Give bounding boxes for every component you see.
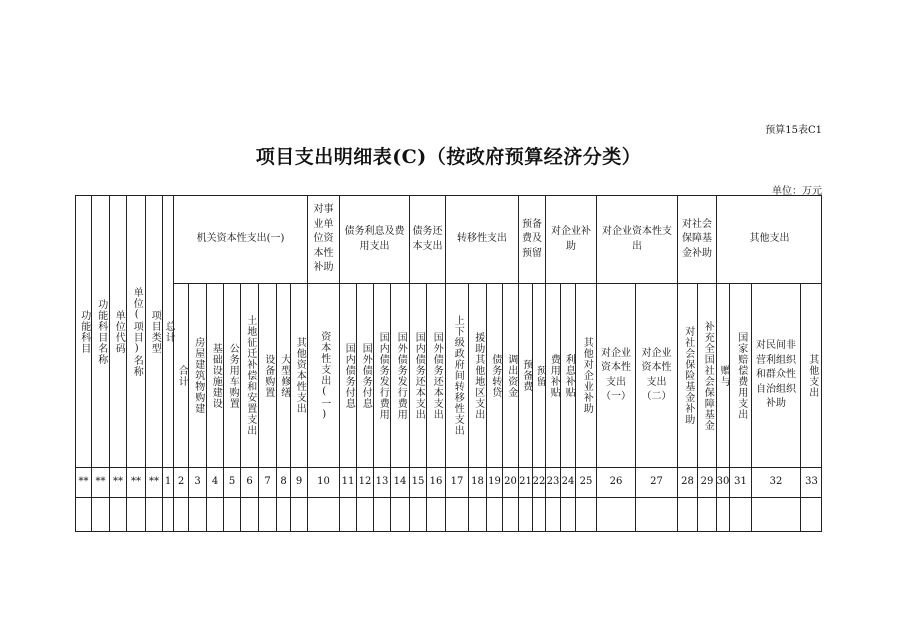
data-cell[interactable] xyxy=(373,497,390,532)
header-project-type: 项目类型 xyxy=(145,195,162,467)
data-cell[interactable] xyxy=(75,497,91,532)
sub-header: 房屋建筑物购建 xyxy=(188,283,206,467)
data-cell[interactable] xyxy=(468,497,486,532)
data-cell[interactable] xyxy=(276,497,290,532)
data-cell[interactable] xyxy=(751,497,800,532)
data-cell[interactable] xyxy=(258,497,276,532)
sub-header: 债务转贷 xyxy=(486,283,502,467)
column-number-cell: 11 xyxy=(339,467,356,497)
data-cell[interactable] xyxy=(596,497,635,532)
column-number-cell: 31 xyxy=(729,467,751,497)
sub-header: 预留 xyxy=(532,283,545,467)
header-function-code: 功能科目 xyxy=(75,195,91,467)
group-header: 预备费及预留 xyxy=(518,195,545,283)
sub-header: 其他支出 xyxy=(800,283,822,467)
sub-header: 对社会保险基金补助 xyxy=(677,283,697,467)
sub-header: 补充全国社会保障基金 xyxy=(697,283,716,467)
data-cell[interactable] xyxy=(716,497,729,532)
column-number-cell: 22 xyxy=(532,467,545,497)
column-number-cell: 16 xyxy=(426,467,445,497)
sub-header: 上下级政府间转移性支出 xyxy=(445,283,468,467)
data-cell[interactable] xyxy=(409,497,426,532)
data-cell[interactable] xyxy=(560,497,575,532)
sub-header: 国内债务还本支出 xyxy=(409,283,426,467)
sub-header: 国内债务付息 xyxy=(339,283,356,467)
data-cell[interactable] xyxy=(290,497,307,532)
column-number-cell: 12 xyxy=(356,467,373,497)
group-header: 转移性支出 xyxy=(445,195,518,283)
data-cell[interactable] xyxy=(635,497,677,532)
data-cell[interactable] xyxy=(162,497,173,532)
data-cell[interactable] xyxy=(502,497,518,532)
sub-header: 国外债务付息 xyxy=(356,283,373,467)
sub-header: 资本性支出(一) xyxy=(307,283,339,467)
header-unit-code: 单位代码 xyxy=(109,195,126,467)
column-number-cell: 4 xyxy=(206,467,223,497)
sub-header: 对企业资本性支出（一） xyxy=(596,283,635,467)
sub-header: 大型修缮 xyxy=(276,283,290,467)
data-cell[interactable] xyxy=(697,497,716,532)
sub-header: 对民间非营利组织和群众性自治组织补助 xyxy=(751,283,800,467)
group-header: 对事业单位资本性补助 xyxy=(307,195,339,283)
column-number-cell: 7 xyxy=(258,467,276,497)
data-cell[interactable] xyxy=(390,497,409,532)
column-number-cell: 28 xyxy=(677,467,697,497)
column-number-cell: ** xyxy=(91,467,109,497)
column-number-cell: 24 xyxy=(560,467,575,497)
group-header: 债务利息及费用支出 xyxy=(339,195,409,283)
data-cell[interactable] xyxy=(729,497,751,532)
group-header: 对企业资本性支出 xyxy=(596,195,677,283)
data-cell[interactable] xyxy=(223,497,240,532)
column-number-cell: 14 xyxy=(390,467,409,497)
column-number-cell: 27 xyxy=(635,467,677,497)
sub-header: 援助其他地区支出 xyxy=(468,283,486,467)
sub-header: 合计 xyxy=(173,283,188,467)
page-title: 项目支出明细表(C)（按政府预算经济分类） xyxy=(255,146,642,168)
data-cell[interactable] xyxy=(206,497,223,532)
column-number-cell: ** xyxy=(145,467,162,497)
data-cell[interactable] xyxy=(677,497,697,532)
data-cell[interactable] xyxy=(356,497,373,532)
data-cell[interactable] xyxy=(339,497,356,532)
column-number-cell: 23 xyxy=(545,467,560,497)
column-number-cell: 19 xyxy=(486,467,502,497)
sub-header: 国家赔偿费用支出 xyxy=(729,283,751,467)
data-cell[interactable] xyxy=(173,497,188,532)
column-number-cell: 15 xyxy=(409,467,426,497)
column-number-cell: ** xyxy=(126,467,145,497)
data-cell[interactable] xyxy=(426,497,445,532)
data-cell[interactable] xyxy=(126,497,145,532)
sub-header: 利息补贴 xyxy=(560,283,575,467)
data-cell[interactable] xyxy=(109,497,126,532)
data-cell[interactable] xyxy=(145,497,162,532)
sub-header: 调出资金 xyxy=(502,283,518,467)
column-number-cell: 13 xyxy=(373,467,390,497)
column-number-cell: ** xyxy=(75,467,91,497)
column-number-cell: 33 xyxy=(800,467,822,497)
column-number-cell: 17 xyxy=(445,467,468,497)
column-number-cell: 25 xyxy=(575,467,596,497)
column-number-cell: 18 xyxy=(468,467,486,497)
group-header: 机关资本性支出(一) xyxy=(173,195,307,283)
sub-header: 赠与 xyxy=(716,283,729,467)
column-number-cell: 10 xyxy=(307,467,339,497)
sub-header: 对企业资本性支出（二） xyxy=(635,283,677,467)
group-header: 其他支出 xyxy=(716,195,822,283)
column-number-cell: 29 xyxy=(697,467,716,497)
sub-header: 其他对企业补助 xyxy=(575,283,596,467)
column-number-cell: 3 xyxy=(188,467,206,497)
header-total: 总计 xyxy=(162,195,173,467)
data-cell[interactable] xyxy=(545,497,560,532)
header-unit-name: 单位(项目)名称 xyxy=(126,195,145,467)
sub-header: 基础设施建设 xyxy=(206,283,223,467)
data-cell[interactable] xyxy=(91,497,109,532)
data-cell[interactable] xyxy=(307,497,339,532)
data-cell[interactable] xyxy=(240,497,258,532)
column-number-cell: 9 xyxy=(290,467,307,497)
data-cell[interactable] xyxy=(800,497,822,532)
column-number-cell: 1 xyxy=(162,467,173,497)
data-cell[interactable] xyxy=(486,497,502,532)
column-number-cell: 2 xyxy=(173,467,188,497)
data-cell[interactable] xyxy=(575,497,596,532)
sub-header: 土地征迁补偿和安置支出 xyxy=(240,283,258,467)
sub-header: 公务用车购置 xyxy=(223,283,240,467)
column-number-cell: 20 xyxy=(502,467,518,497)
column-number-cell: 32 xyxy=(751,467,800,497)
header-function-name: 功能科目名称 xyxy=(91,195,109,467)
budget-table xyxy=(75,195,822,532)
sub-header: 国外债务发行费用 xyxy=(390,283,409,467)
group-header: 对社会保障基金补助 xyxy=(677,195,716,283)
column-number-cell: ** xyxy=(109,467,126,497)
sub-header: 设备购置 xyxy=(258,283,276,467)
data-cell[interactable] xyxy=(188,497,206,532)
column-number-cell: 30 xyxy=(716,467,729,497)
data-cell[interactable] xyxy=(518,497,532,532)
data-cell[interactable] xyxy=(445,497,468,532)
column-number-cell: 21 xyxy=(518,467,532,497)
sub-header: 费用补贴 xyxy=(545,283,560,467)
form-number: 预算15表C1 xyxy=(765,125,822,136)
group-header: 对企业补助 xyxy=(545,195,596,283)
unit-label: 单位：万元 xyxy=(772,186,822,197)
sub-header: 国内债务发行费用 xyxy=(373,283,390,467)
sub-header: 预备费 xyxy=(518,283,532,467)
group-header: 债务还本支出 xyxy=(409,195,445,283)
column-number-cell: 26 xyxy=(596,467,635,497)
column-number-cell: 6 xyxy=(240,467,258,497)
sub-header: 国外债务还本支出 xyxy=(426,283,445,467)
column-number-cell: 8 xyxy=(276,467,290,497)
data-cell[interactable] xyxy=(532,497,545,532)
column-number-cell: 5 xyxy=(223,467,240,497)
sub-header: 其他资本性支出 xyxy=(290,283,307,467)
